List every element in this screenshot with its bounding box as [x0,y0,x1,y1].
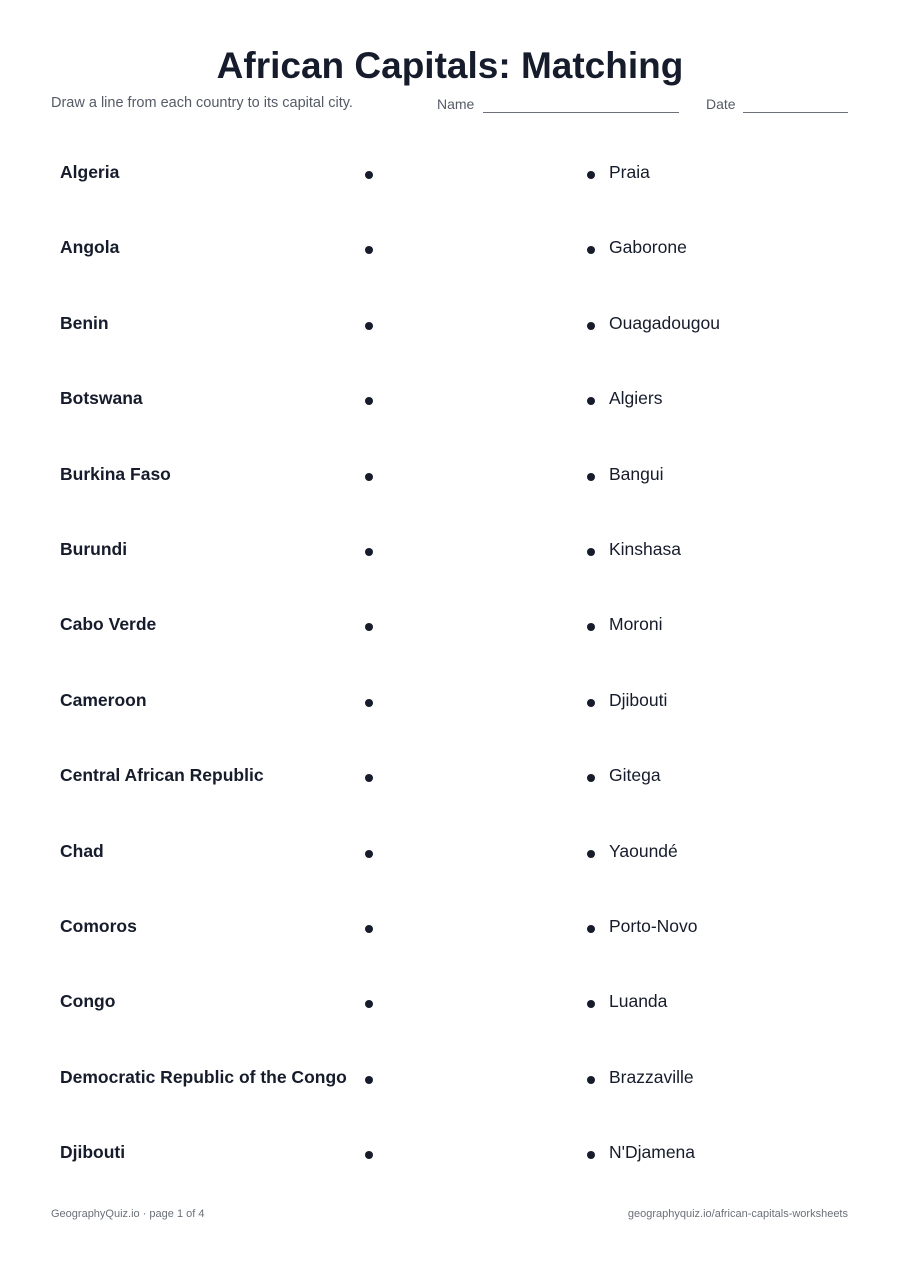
capital-label: Yaoundé [609,840,678,861]
capital-label: N'Djamena [609,1142,696,1163]
capital-label: Luanda [609,991,668,1012]
country-dot[interactable] [365,850,373,858]
country-dot[interactable] [365,397,373,405]
capital-label: Gitega [609,765,661,786]
capital-dot[interactable] [587,623,595,631]
capital-dot[interactable] [587,774,595,782]
capital-dot[interactable] [587,1076,595,1084]
country-dot[interactable] [365,1076,373,1084]
country-label: Congo [60,991,116,1012]
country-label: Angola [60,237,120,258]
matching-row [0,740,900,815]
capital-label: Praia [609,162,650,182]
country-label: Chad [60,840,104,861]
matching-row [0,439,900,514]
country-label: Comoros [60,915,137,936]
capital-dot[interactable] [587,699,595,707]
capital-label: Moroni [609,614,663,635]
matching-row [0,514,900,589]
country-label: Cabo Verde [60,614,157,635]
country-dot[interactable] [365,925,373,933]
matching-row [0,816,900,891]
country-dot[interactable] [365,246,373,254]
matching-row [0,589,900,664]
matching-row [0,665,900,740]
matching-list [0,137,900,1192]
country-dot[interactable] [365,473,373,481]
matching-row [0,212,900,287]
capital-dot[interactable] [587,925,595,933]
country-label: Djibouti [60,1142,126,1163]
capital-dot[interactable] [587,246,595,254]
footer-url: geographyquiz.io/african-capitals-worksheets [627,1208,848,1220]
capital-label: Ouagadougou [609,312,720,333]
country-label: Benin [60,312,109,333]
matching-row [0,1042,900,1117]
page-title: African Capitals: Matching [216,45,684,86]
capital-label: Djibouti [609,689,668,710]
date-field[interactable] [743,112,848,113]
country-label: Cameroon [60,689,147,710]
country-dot[interactable] [365,171,373,179]
name-field[interactable] [483,112,679,113]
name-label: Name [437,96,475,112]
matching-row [0,891,900,966]
capital-label: Brazzaville [609,1066,694,1087]
country-label: Burkina Faso [60,463,171,484]
country-dot[interactable] [365,548,373,556]
matching-row [0,137,900,212]
country-dot[interactable] [365,774,373,782]
capital-dot[interactable] [587,171,595,179]
capital-dot[interactable] [587,1000,595,1008]
capital-dot[interactable] [587,548,595,556]
country-dot[interactable] [365,699,373,707]
country-dot[interactable] [365,322,373,330]
instruction-text: Draw a line from each country to its capital city. [51,95,353,111]
matching-row [0,288,900,363]
capital-label: Porto-Novo [609,915,698,936]
country-dot[interactable] [365,623,373,631]
date-label: Date [706,96,736,112]
country-dot[interactable] [365,1151,373,1159]
country-label: Central African Republic [60,765,264,786]
footer-page-info: GeographyQuiz.io · page 1 of 4 [51,1208,205,1220]
country-label: Democratic Republic of the Congo [60,1066,347,1087]
capital-label: Kinshasa [609,538,681,559]
capital-dot[interactable] [587,397,595,405]
matching-row [0,1117,900,1192]
capital-label: Bangui [609,463,664,484]
country-label: Algeria [60,162,120,182]
capital-label: Algiers [609,388,663,409]
matching-row [0,363,900,438]
country-label: Burundi [60,538,128,559]
capital-dot[interactable] [587,322,595,330]
capital-label: Gaborone [609,237,687,258]
matching-row [0,966,900,1041]
country-label: Botswana [60,388,143,409]
capital-dot[interactable] [587,1151,595,1159]
country-dot[interactable] [365,1000,373,1008]
capital-dot[interactable] [587,473,595,481]
capital-dot[interactable] [587,850,595,858]
